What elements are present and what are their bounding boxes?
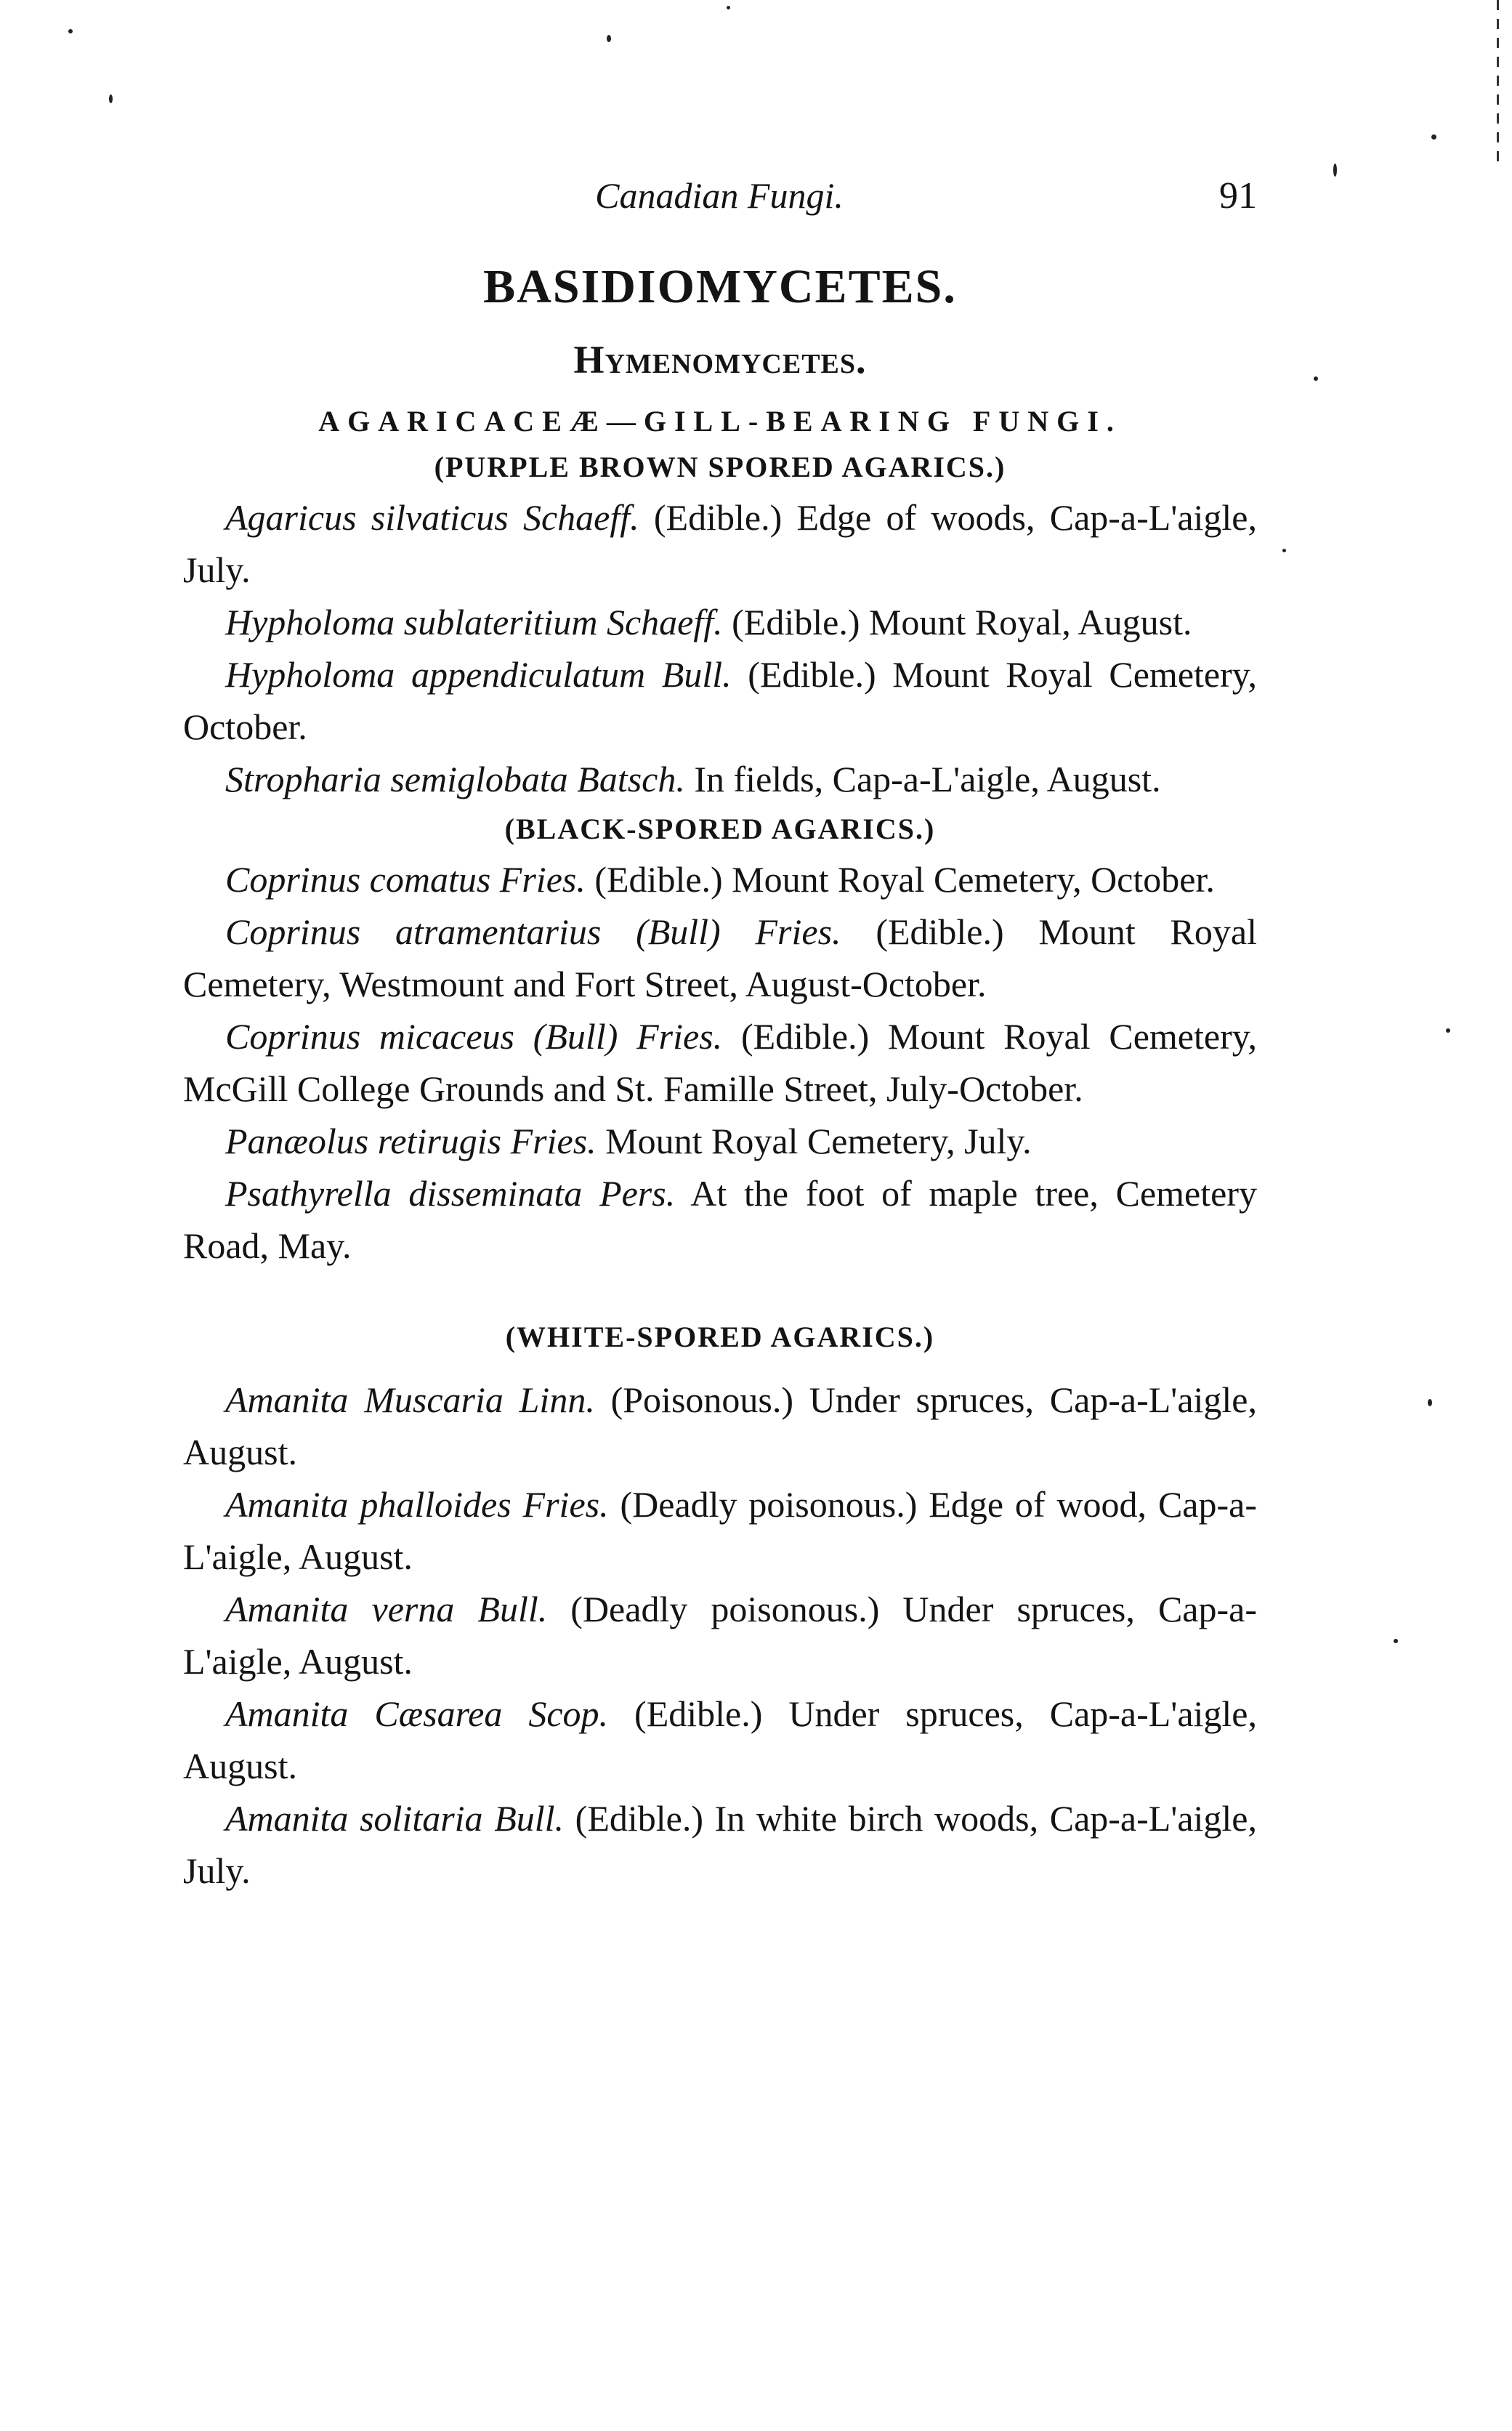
group-heading-black: (BLACK-SPORED AGARICS.) [504,813,936,845]
entry-text: (Edible.) In white birch woods, Cap-a-L'aigle, July. [183,1798,1257,1891]
scan-speck [607,35,611,42]
running-title: Canadian Fungi. [595,175,844,216]
species-entry [183,753,1257,805]
entry-text: (Poisonous.) Under spruces, Cap-a-L'aigle, August. [183,1379,1257,1472]
running-head [182,174,1257,233]
species-entry [183,1583,1257,1688]
species-entry [183,1115,1257,1167]
subsection-heading: Hymenomycetes. [573,338,867,382]
species-name: Coprinus comatus Fries. [225,859,586,900]
text-column [183,254,1257,1897]
species-name: Hypholoma sublateritium Schaeff. [225,602,723,642]
species-name: Amanita verna Bull. [225,1589,548,1629]
species-entry [183,1792,1257,1897]
scan-speck [68,29,73,33]
entry-text: (Edible.) Mount Royal Cemetery, Westmount and Fort Street, August-October. [183,911,1257,1004]
entry-text: (Edible.) Mount Royal Cemetery, October. [585,859,1215,900]
entry-text: At the foot of maple tree, Cemetery Road, May. [183,1173,1257,1266]
scan-speck [1333,164,1337,177]
species-name: Amanita solitaria Bull. [225,1798,565,1839]
species-entry [183,906,1257,1010]
species-entry [183,1688,1257,1792]
scan-speck [727,6,730,9]
species-name: Hypholoma appendiculatum Bull. [225,654,732,695]
entry-text: (Edible.) Mount Royal, August. [722,602,1192,642]
group-heading-white: (WHITE-SPORED AGARICS.) [505,1321,935,1353]
species-name: Amanita Cæsarea Scop. [225,1693,609,1734]
species-name: Amanita Muscaria Linn. [225,1379,595,1420]
entry-text: (Edible.) Mount Royal Cemetery, October. [183,654,1257,747]
section-heading: BASIDIOMYCETES. [483,260,957,313]
scan-speck [1446,1028,1450,1033]
entry-text: (Deadly poisonous.) Under spruces, Cap-a-L'aigle, August. [183,1589,1257,1682]
page-number: 91 [1219,175,1257,217]
scan-speck [1428,1399,1432,1406]
species-name: Coprinus micaceus (Bull) Fries. [225,1016,723,1057]
scan-edge-mark [1497,0,1499,167]
entry-text: In fields, Cap-a-L'aigle, August. [684,759,1161,799]
entry-text: Mount Royal Cemetery, July. [596,1121,1032,1161]
species-entry [183,1478,1257,1583]
species-entry [183,1167,1257,1272]
group-heading-purple: (PURPLE BROWN SPORED AGARICS.) [434,451,1006,483]
entry-text: (Edible.) Mount Royal Cemetery, McGill College Grounds and St. Famille Street, July-October. [183,1016,1257,1109]
species-name: Coprinus atramentarius (Bull) Fries. [225,911,841,952]
species-entry [183,1010,1257,1115]
scan-speck [1431,134,1436,140]
species-entry [183,596,1257,648]
species-name: Stropharia semiglobata Batsch. [225,759,685,799]
species-entry [183,648,1257,753]
entry-text: (Edible.) Edge of woods, Cap-a-L'aigle, July. [183,497,1257,590]
species-name: Amanita phalloides Fries. [225,1484,609,1525]
scan-speck [109,94,113,103]
scan-speck [1394,1639,1398,1643]
species-name: Agaricus silvaticus Schaeff. [225,497,639,538]
scan-speck [1282,549,1286,552]
species-name: Panæolus retirugis Fries. [225,1121,597,1161]
family-heading: AGARICACEÆ—GILL-BEARING FUNGI. [318,405,1122,438]
species-entry [183,491,1257,596]
species-entry [183,853,1257,906]
species-entry [183,1374,1257,1478]
entry-text: (Edible.) Under spruces, Cap-a-L'aigle, August. [183,1693,1257,1786]
species-name: Psathyrella disseminata Pers. [225,1173,676,1214]
entry-text: (Deadly poisonous.) Edge of wood, Cap-a-L'aigle, August. [183,1484,1257,1577]
scan-speck [1314,376,1318,381]
